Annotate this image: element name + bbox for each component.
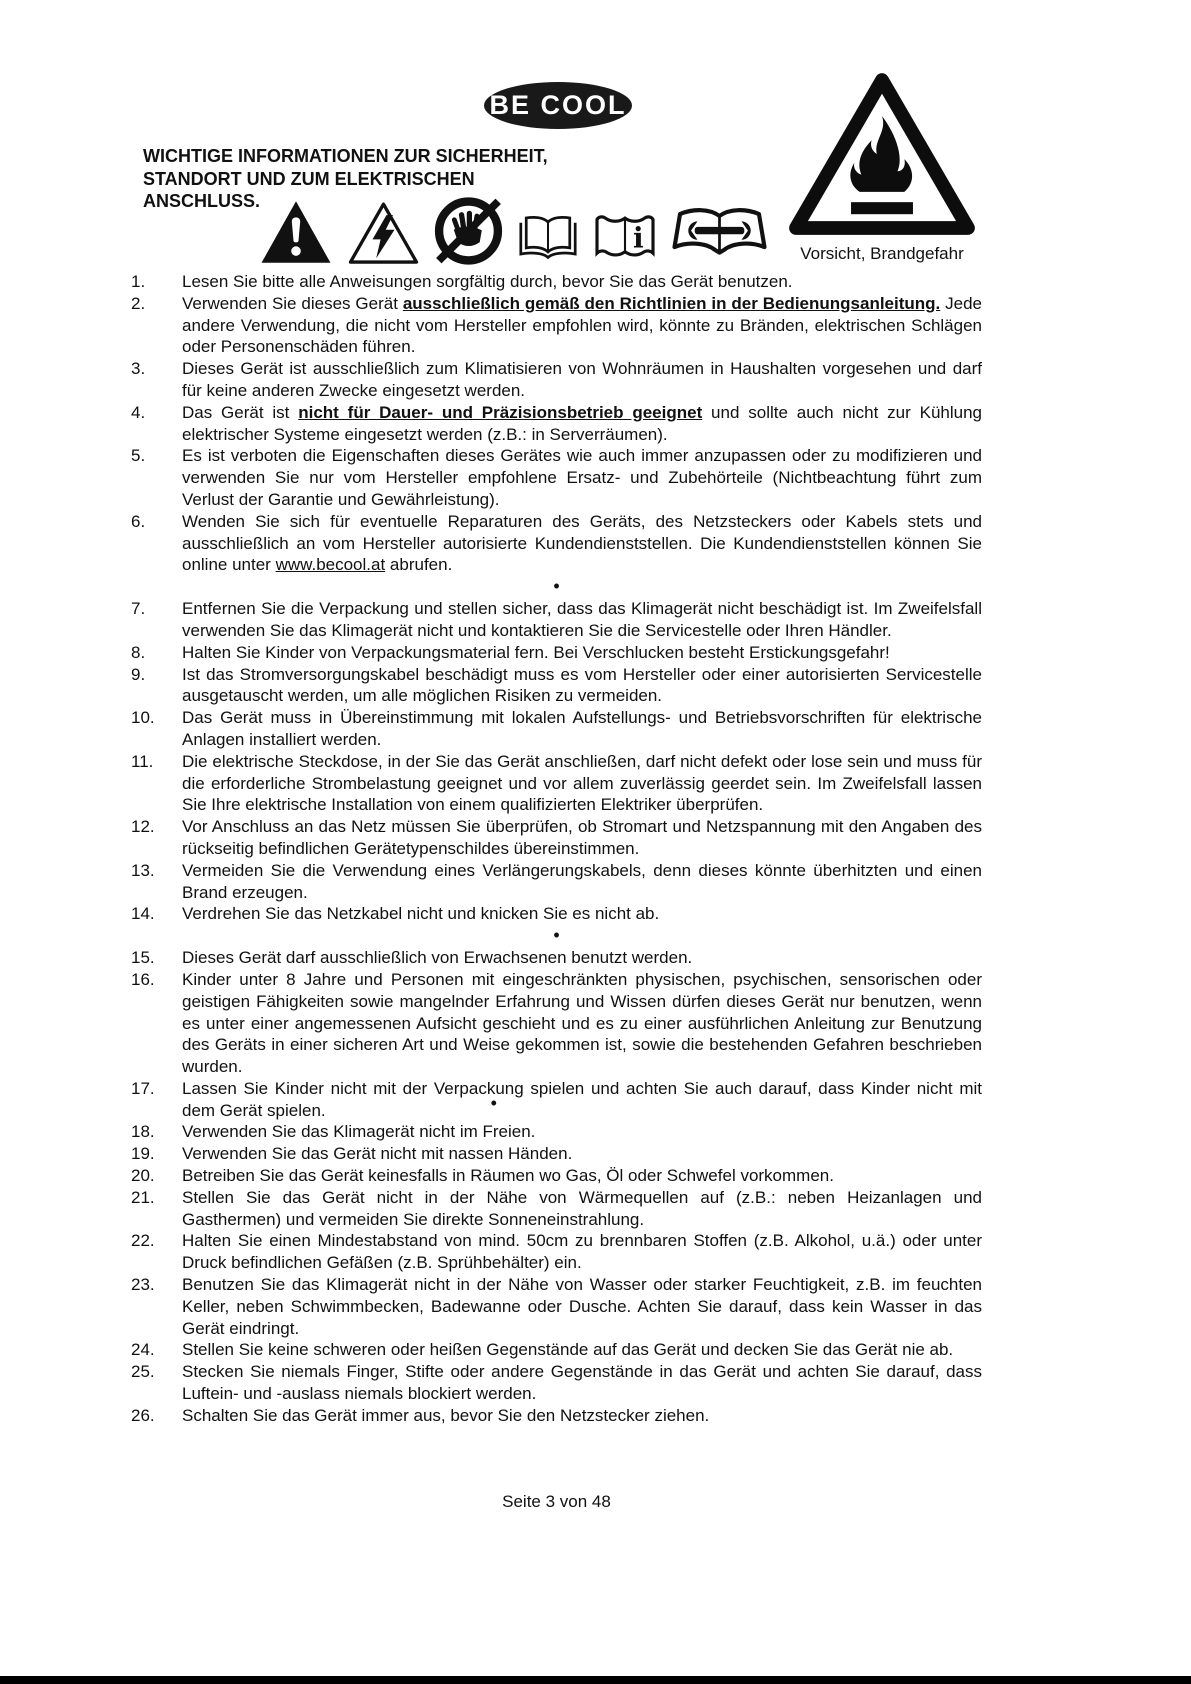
item-number: 10.	[131, 708, 155, 728]
item-number: 20.	[131, 1166, 155, 1186]
item-number: 11.	[131, 751, 154, 771]
brand-logo	[484, 82, 632, 129]
item-text: Verwenden Sie das Klimagerät nicht im Freien.	[182, 1122, 536, 1142]
item-number: 9.	[131, 664, 146, 684]
item-text: Lesen Sie bitte alle Anweisungen sorgfältig durch, bevor Sie das Gerät benutzen.	[182, 272, 793, 291]
item-text: Verwenden Sie das Gerät nicht mit nassen Händen.	[182, 1144, 573, 1164]
list-item	[131, 1274, 982, 1339]
item-number: 23.	[131, 1275, 155, 1295]
list-item	[131, 707, 982, 751]
list-item	[131, 402, 982, 446]
section-separator-bullet: •	[553, 576, 560, 597]
item-number: 26.	[131, 1405, 155, 1425]
list-item	[131, 445, 982, 510]
high-voltage-icon	[346, 199, 421, 265]
item-number: 1.	[131, 272, 146, 291]
item-text: Kinder unter 8 Jahre und Personen mit eingeschränkten physischen, psychischen, sensorischen oder geistigen Fähigkeiten sowie mangelnder Erfahrung und Wissen dürfen dieses Gerät nur benutzen, wenn es unter einer angemessenen Aufsicht geschieht und es zu einer ausführlichen Anleitung zur Benutzung des Geräts in einer sicheren Art und Weise gekommen ist, sowie die bestehenden Gefahren beschrieben wurden.	[182, 969, 982, 1077]
item-text: Es ist verboten die Eigenschaften dieses Gerätes wie auch immer anzupassen oder zu modifizieren und verwenden Sie nur vom Hersteller empfohlene Ersatz- und Zubehörteile (Nichtbeachtung führt zum Verlust der Garantie und Gewährleistung).	[182, 446, 982, 509]
item-number: 4.	[131, 402, 146, 422]
list-item	[131, 1405, 982, 1427]
scan-edge-artifact	[0, 1676, 1191, 1684]
item-number: 24.	[131, 1340, 155, 1360]
service-manual-icon	[669, 203, 770, 260]
item-text: Vermeiden Sie die Verwendung eines Verlängerungskabels, denn dieses könnte überhitzten und einen Brand erzeugen.	[182, 860, 982, 902]
list-item	[131, 1361, 982, 1405]
item-number: 2.	[131, 293, 146, 313]
item-text: Das Gerät ist nicht für Dauer- und Präzisionsbetrieb geeignet und sollte auch nicht zur Kühlung elektrischer Systeme eingesetzt werden (z.B.: in Serverräumen).	[182, 402, 983, 444]
page-number: Seite 3 von 48	[502, 1492, 611, 1511]
list-item	[131, 642, 982, 664]
item-number: 21.	[131, 1187, 155, 1207]
item-text: Entfernen Sie die Verpackung und stellen sicher, dass das Klimagerät nicht beschädigt ist. Im Zweifelsfall verwenden Sie das Klimagerät nicht und kontaktieren Sie die Servicestelle oder Ihren Händler.	[182, 599, 982, 640]
item-text: Dieses Gerät ist ausschließlich zum Klimatisieren von Wohnräumen in Haushalten vorgesehen und darf für keine anderen Zwecke eingesetzt werden.	[182, 359, 982, 400]
list-item	[131, 860, 982, 904]
brand-logo-text: BE COOL	[489, 90, 627, 120]
info-manual-icon	[589, 209, 661, 265]
item-text: Schalten Sie das Gerät immer aus, bevor Sie den Netzstecker ziehen.	[182, 1405, 710, 1425]
item-number: 13.	[131, 860, 155, 880]
list-item	[131, 293, 982, 358]
item-number: 17.	[131, 1078, 155, 1098]
item-text: Vor Anschluss an das Netz müssen Sie überprüfen, ob Stromart und Netzspannung mit den Angaben des rückseitig befindlichen Gerätetypenschildes übereinstimmen.	[182, 817, 982, 858]
do-not-touch-icon	[429, 196, 508, 266]
list-item	[131, 903, 982, 925]
item-number: 22.	[131, 1231, 155, 1251]
list-item	[131, 511, 982, 576]
page-title-line3: ANSCHLUSS.	[143, 191, 261, 211]
list-item	[131, 1339, 982, 1361]
item-text: Stecken Sie niemals Finger, Stifte oder andere Gegenstände in das Gerät und achten Sie darauf, dass Luftein- und -auslass niemals blockiert werden.	[182, 1362, 982, 1404]
list-item	[131, 969, 982, 1078]
list-item	[131, 1165, 982, 1187]
item-text: Betreiben Sie das Gerät keinesfalls in Räumen wo Gas, Öl oder Schwefel vorkommen.	[182, 1166, 834, 1186]
list-item	[131, 1230, 982, 1274]
item-number: 6.	[131, 511, 146, 531]
item-text: Dieses Gerät darf ausschließlich von Erwachsenen benutzt werden.	[182, 948, 693, 968]
stray-separator-bullet: •	[490, 1092, 497, 1113]
list-item	[131, 751, 982, 816]
item-text: Die elektrische Steckdose, in der Sie das Gerät anschließen, darf nicht defekt oder lose sein und muss für die erforderliche Strombelastung geeignet und vor allem zuverlässig geerdet sein. Im Zweifelsfall lassen Sie Ihre elektrische Installation von einem qualifizierten Elektriker überprüfen.	[182, 751, 982, 815]
item-number: 16.	[131, 969, 155, 989]
item-text: Ist das Stromversorgungskabel beschädigt muss es vom Hersteller oder einer autorisierten Servicestelle ausgetauscht werden, um alle möglichen Risiken zu vermeiden.	[182, 664, 982, 706]
list-item	[131, 664, 982, 708]
item-number: 14.	[131, 904, 155, 924]
item-text: Stellen Sie das Gerät nicht in der Nähe von Wärmequellen auf (z.B.: neben Heizanlagen und Gasthermen) und vermeiden Sie direkte Sonneneinstrahlung.	[182, 1187, 982, 1229]
read-manual-icon	[514, 209, 582, 265]
list-item	[131, 947, 982, 969]
list-item	[131, 816, 982, 860]
list-item	[131, 1078, 982, 1122]
item-number: 12.	[131, 817, 155, 837]
instruction-list	[131, 271, 982, 1427]
list-item	[131, 271, 982, 293]
item-text: Wenden Sie sich für eventuelle Reparaturen des Geräts, des Netzsteckers oder Kabels stets und ausschließlich an vom Hersteller autorisierte Kundendienststellen. Die Kundendienststellen können Sie online unter www.becool.at abrufen.	[182, 511, 982, 575]
item-text: Benutzen Sie das Klimagerät nicht in der Nähe von Wasser oder starker Feuchtigkeit, z.B. im feuchten Keller, neben Schwimmbecken, Badewanne oder Dusche. Achten Sie darauf, dass kein Wasser in das Gerät eindringt.	[182, 1275, 982, 1338]
list-item	[131, 1187, 982, 1231]
item-number: 19.	[131, 1144, 155, 1164]
item-number: 18.	[131, 1122, 155, 1142]
page-title-line1: WICHTIGE INFORMATIONEN ZUR SICHERHEIT,	[143, 146, 548, 166]
item-number: 15.	[131, 948, 155, 968]
item-text: Halten Sie Kinder von Verpackungsmaterial fern. Bei Verschlucken besteht Erstickungsgefahr!	[182, 642, 890, 662]
item-text: Verdrehen Sie das Netzkabel nicht und knicken Sie es nicht ab.	[182, 904, 660, 924]
list-item	[131, 1121, 982, 1143]
general-warning-icon	[259, 199, 333, 265]
item-number: 8.	[131, 642, 146, 662]
item-text: Lassen Sie Kinder nicht mit der Verpackung spielen und achten Sie auch darauf, dass Kinder nicht mit dem Gerät spielen. •	[182, 1078, 982, 1120]
list-item	[131, 358, 982, 402]
item-text: Stellen Sie keine schweren oder heißen Gegenstände auf das Gerät und decken Sie das Gerät nie ab.	[182, 1340, 954, 1360]
page-title-line2: STANDORT UND ZUM ELEKTRISCHEN	[143, 168, 475, 189]
list-item	[131, 598, 982, 642]
section-separator-bullet: •	[553, 925, 560, 946]
fire-warning-caption: Vorsicht, Brandgefahr	[800, 244, 964, 263]
item-text: Verwenden Sie dieses Gerät ausschließlich gemäß den Richtlinien in der Bedienungsanleitung. Jede andere Verwendung, die nicht vom Hersteller empfohlen wird, könnte zu Bränden, elektrischen Schlägen oder Personenschäden führen.	[182, 293, 983, 357]
item-number: 25.	[131, 1362, 155, 1382]
item-number: 5.	[131, 446, 146, 466]
fire-warning-block	[786, 68, 978, 264]
item-text: Das Gerät muss in Übereinstimmung mit lokalen Aufstellungs- und Betriebsvorschriften für elektrische Anlagen installiert werden.	[182, 708, 982, 749]
svg-text:i: i	[632, 221, 644, 255]
list-item	[131, 1143, 982, 1165]
item-text: Halten Sie einen Mindestabstand von mind. 50cm zu brennbaren Stoffen (z.B. Alkohol, u.ä.) oder unter Druck befindlichen Gefäßen (z.B. Sprühbehälter) ein.	[182, 1231, 982, 1273]
item-number: 7.	[131, 599, 146, 619]
fire-warning-icon	[786, 68, 978, 240]
item-number: 3.	[131, 359, 146, 379]
